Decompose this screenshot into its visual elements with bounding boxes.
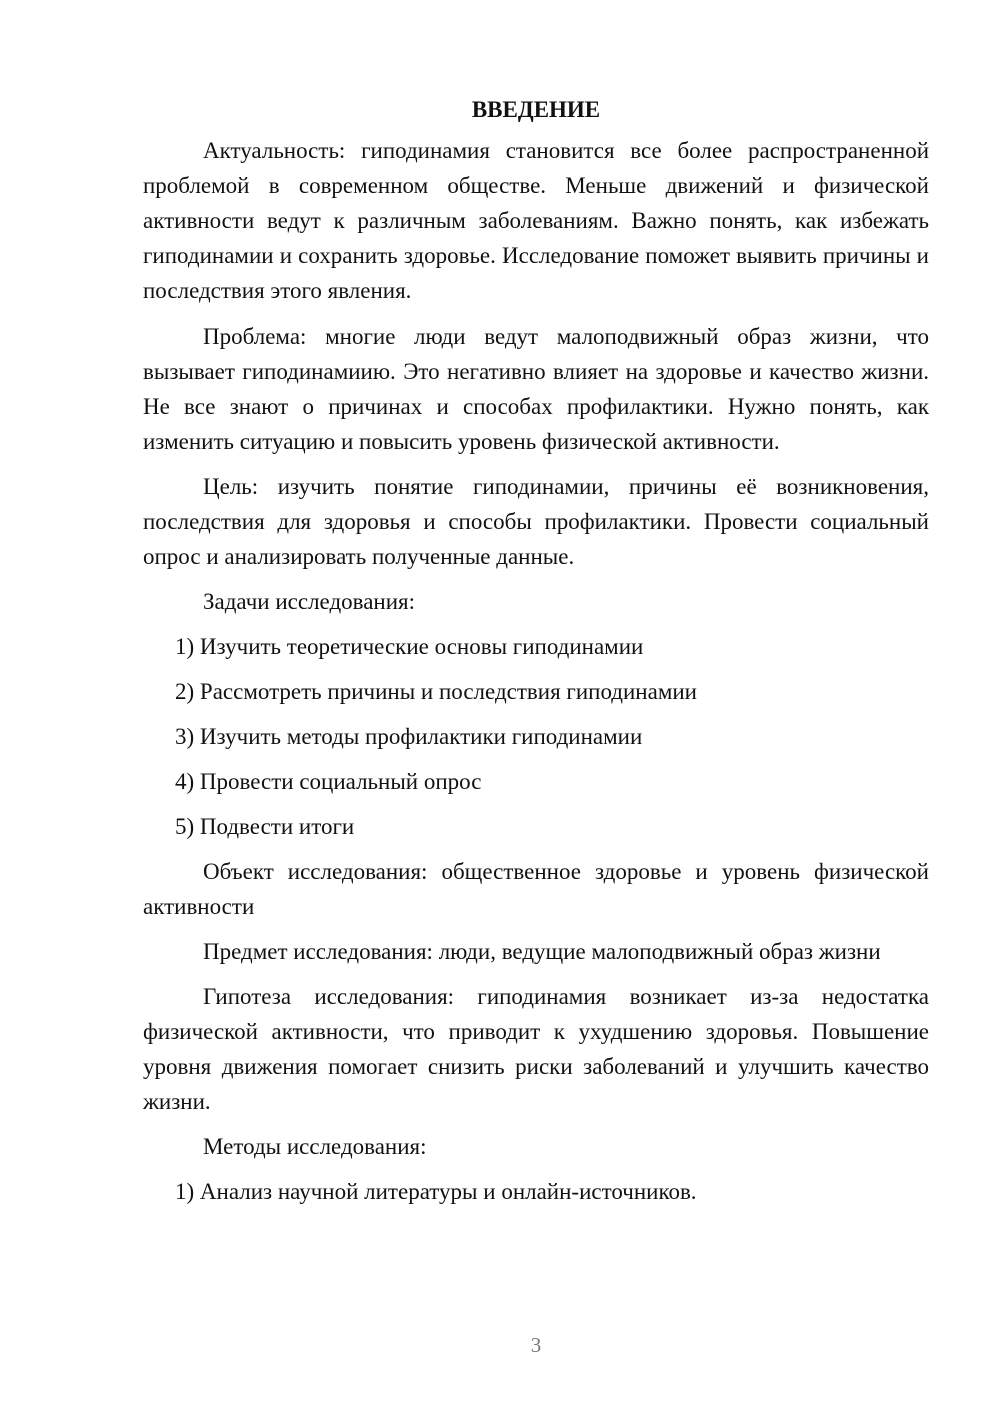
page-number: 3 bbox=[530, 1333, 542, 1357]
relevance-paragraph: Актуальность: гиподинамия становится все более распространенной проблемой в современном обществе. Меньше движений и физической активности ведут к различным заболеваниям. Важно понять, как избежать гиподинамии и сохранить здоровье. Исследование поможет выявить причины и последствия этого явления. bbox=[143, 138, 929, 303]
task-item: 3) Изучить методы профилактики гиподинамии bbox=[175, 724, 643, 749]
document-body bbox=[143, 92, 929, 1219]
goal-paragraph: Цель: изучить понятие гиподинамии, причины её возникновения, последствия для здоровья и способы профилактики. Провести социальный опрос и анализировать полученные данные. bbox=[143, 474, 929, 569]
methods-title: Методы исследования: bbox=[203, 1134, 427, 1159]
tasks-title: Задачи исследования: bbox=[203, 589, 416, 614]
subject-paragraph: Предмет исследования: люди, ведущие малоподвижный образ жизни bbox=[203, 939, 881, 964]
task-item: 1) Изучить теоретические основы гиподинамии bbox=[175, 634, 644, 659]
hypothesis-paragraph: Гипотеза исследования: гиподинамия возникает из-за недостатка физической активности, что приводит к ухудшению здоровья. Повышение уровня движения помогает снизить риски заболеваний и улучшить качество жизни. bbox=[143, 984, 929, 1114]
problem-paragraph: Проблема: многие люди ведут малоподвижный образ жизни, что вызывает гиподинамиию. Это негативно влияет на здоровье и качество жизни. Не все знают о причинах и способах профилактики. Нужно понять, как изменить ситуацию и повысить уровень физической активности. bbox=[143, 324, 929, 454]
object-paragraph: Объект исследования: общественное здоровье и уровень физической активности bbox=[143, 859, 929, 919]
section-heading: ВВЕДЕНИЕ bbox=[471, 97, 601, 122]
method-item: 1) Анализ научной литературы и онлайн-источников. bbox=[175, 1179, 697, 1204]
task-item: 4) Провести социальный опрос bbox=[175, 769, 482, 794]
task-item: 2) Рассмотреть причины и последствия гиподинамии bbox=[175, 679, 697, 704]
task-item: 5) Подвести итоги bbox=[175, 814, 355, 839]
